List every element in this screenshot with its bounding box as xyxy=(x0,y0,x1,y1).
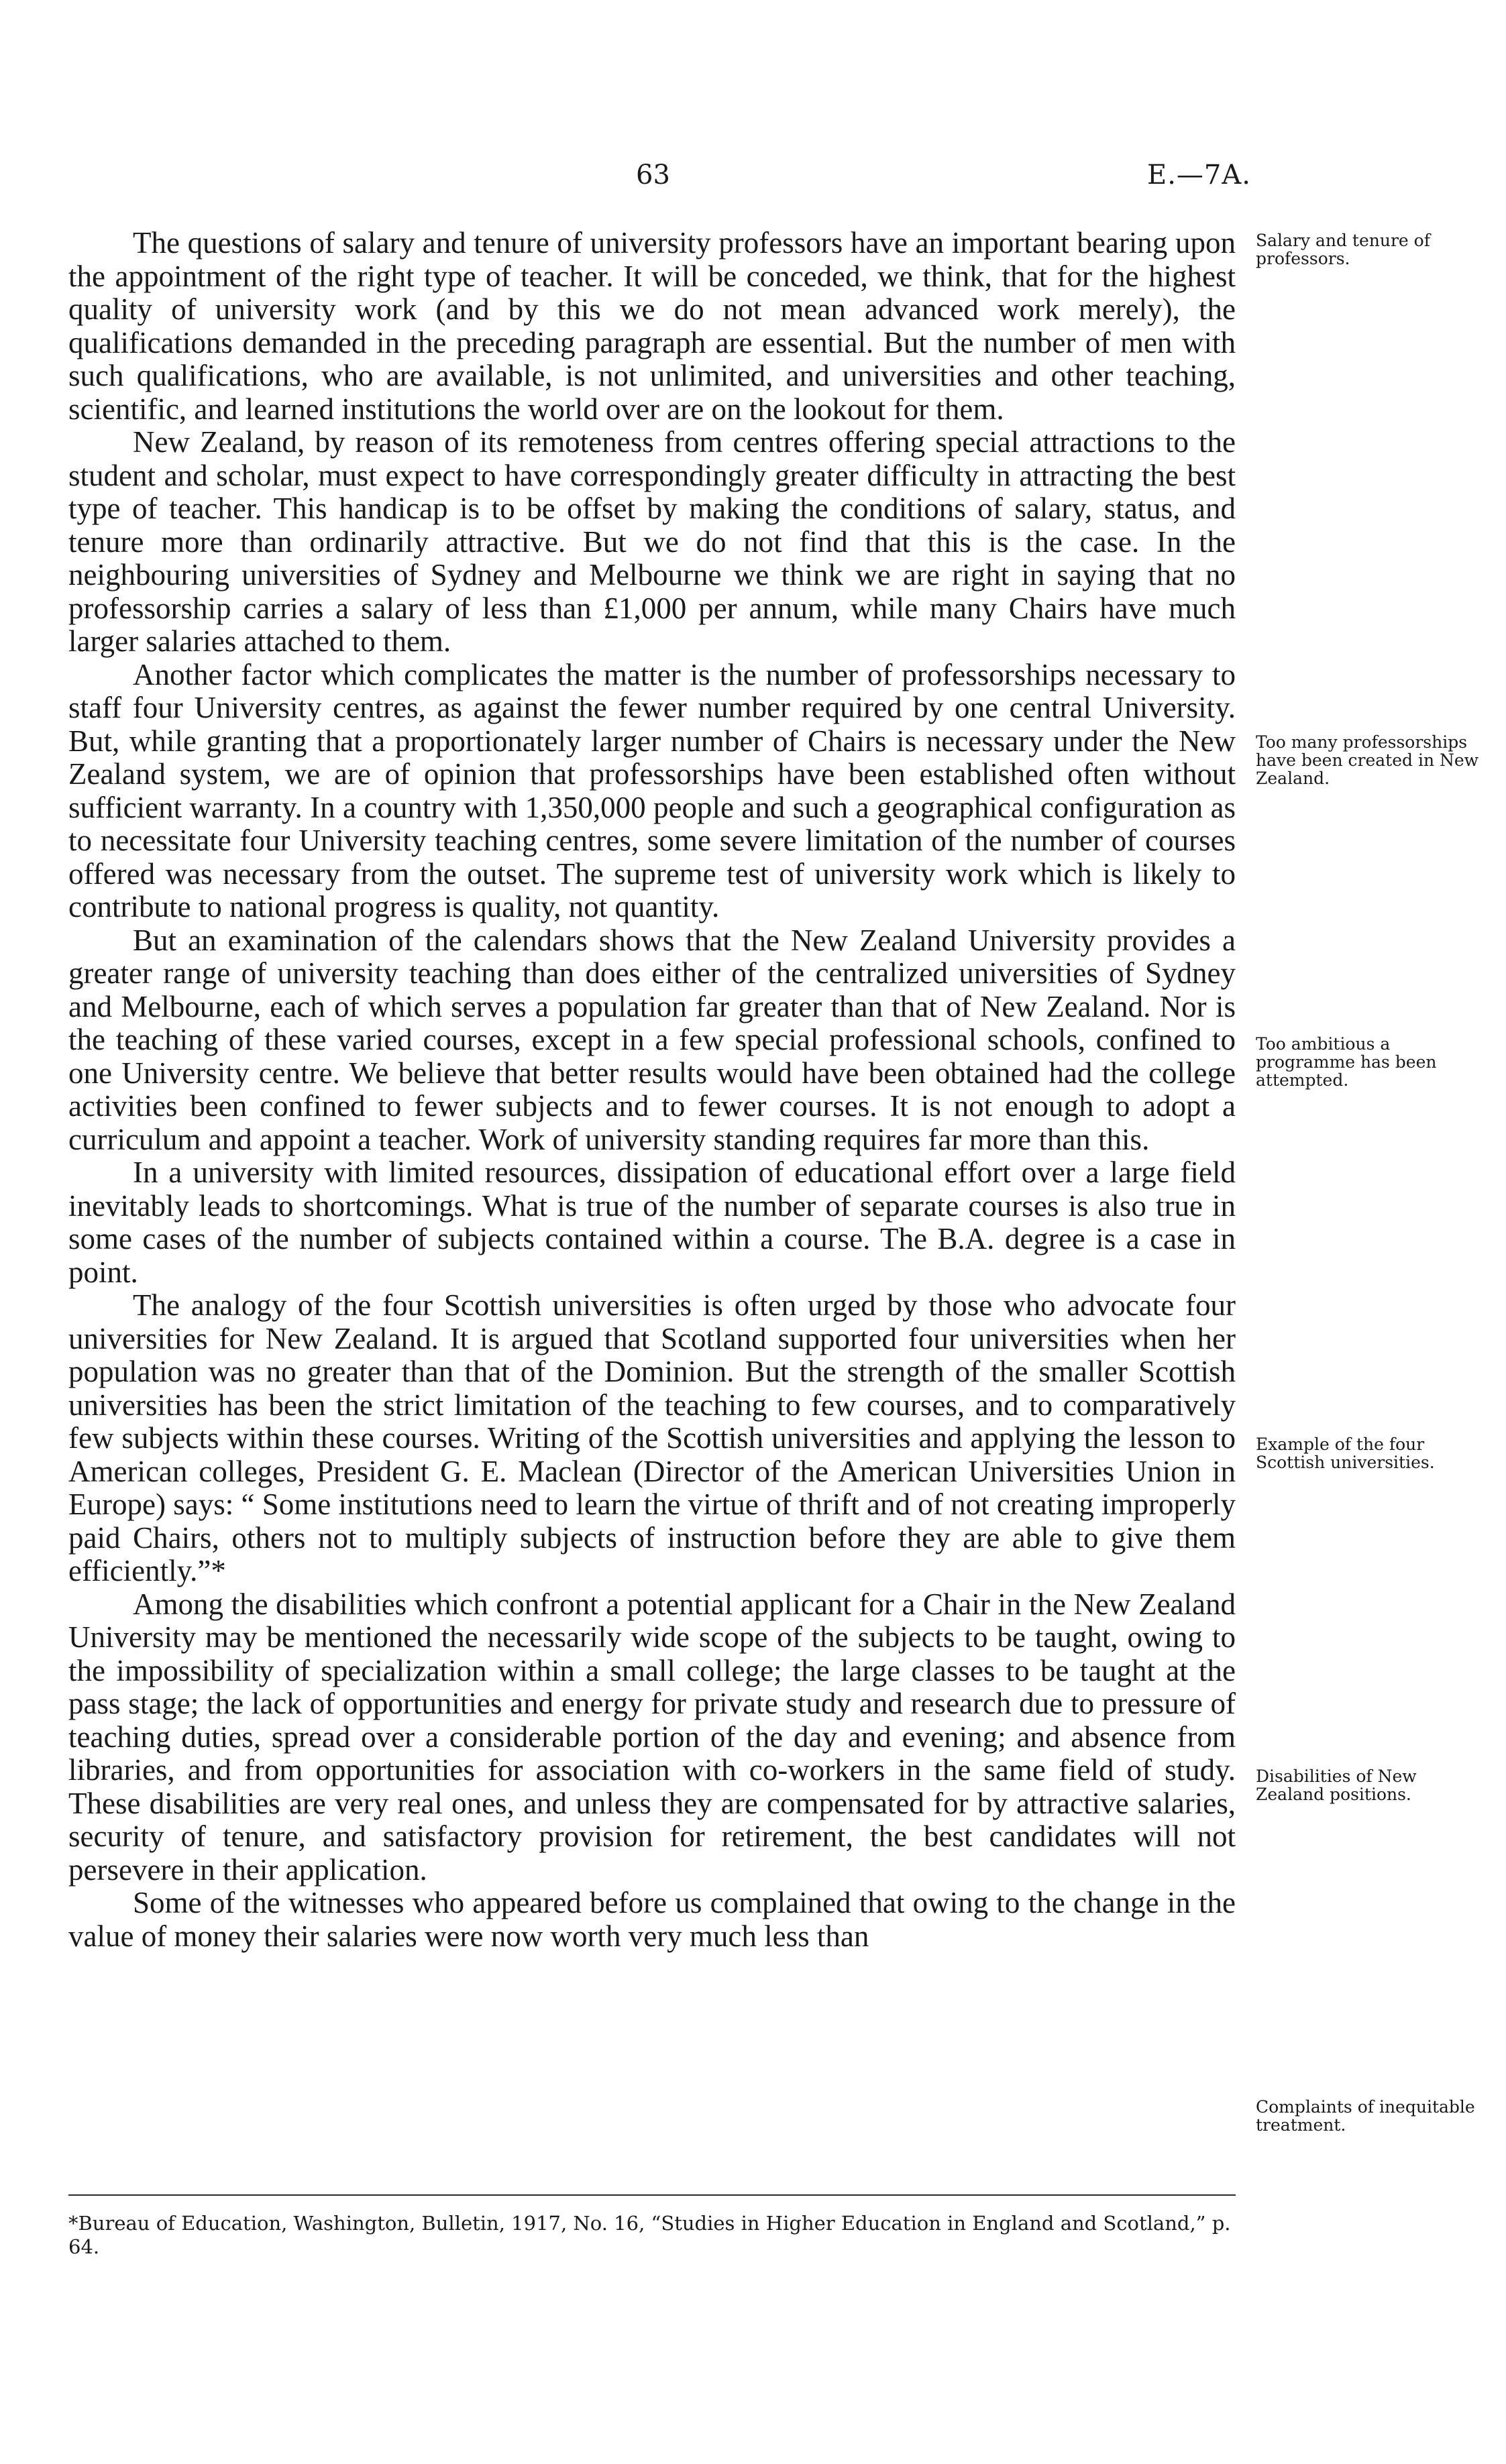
page-number: 63 xyxy=(636,160,670,190)
margin-note-ambitious: Too ambitious a programme has been attempted. xyxy=(1256,1034,1437,1090)
margin-note-scottish: Example of the four Scottish universities. xyxy=(1256,1435,1435,1472)
margin-note-complaints: Complaints of inequitable treatment. xyxy=(1256,2097,1475,2135)
margin-note-salary: Salary and tenure of professors. xyxy=(1256,231,1430,268)
footnote: *Bureau of Education, Washington, Bulletin, 1917, No. 16, “Studies in Higher Education in England and Scotland,” p. 64. xyxy=(68,2212,1231,2258)
paragraph-witnesses: Some of the witnesses who appeared before us complained that owing to the change in the value of money their salaries were now worth very much less than xyxy=(68,1886,1236,1953)
paragraph-disabilities: Among the disabilities which confront a potential applicant for a Chair in the New Zealand University may be mentioned the necessarily wide scope of the subjects to be taught, owing to the impossibility of specialization within a small college; the large classes to be taught at the pass stage; the lack of opportunities and energy for private study and research due to pressure of teaching duties, spread over a considerable portion of the day and evening; and absence from libraries, and from opportunities for association with co-workers in the same field of study. These disabilities are very real ones, and unless they are compensated for by attractive salaries, security of tenure, and satisfactory provision for retirement, the best candidates will not persevere in their application. xyxy=(68,1587,1236,1887)
document-code: E.—7A. xyxy=(1147,160,1251,190)
footnote-divider xyxy=(68,2194,1236,2196)
main-text xyxy=(68,227,1236,1953)
paragraph-salary-tenure: The questions of salary and tenure of university professors have an important bearing upon the appointment of the right type of teacher. It will be conceded, we think, that for the highest quality of university work (and by this we do not mean advanced work merely), the qualifications demanded in the preceding paragraph are essential. But the number of men with such qualifications, who are available, is not unlimited, and universities and other teaching, scientific, and learned institutions the world over are on the lookout for them. xyxy=(68,226,1236,426)
margin-note-professorships: Too many professorships have been created in New Zealand. xyxy=(1256,732,1479,788)
paragraph-limited-resources: In a university with limited resources, dissipation of educational effort over a large field inevitably leads to shortcomings. What is true of the number of separate courses is also true in some cases of the number of subjects contained within a course. The B.A. degree is a case in point. xyxy=(68,1156,1236,1289)
paragraph-scottish-universities: The analogy of the four Scottish universities is often urged by those who advocate four universities for New Zealand. It is argued that Scotland supported four universities when her population was no greater than that of the Dominion. But the strength of the smaller Scottish universities has been the strict limitation of the teaching to few courses, and to comparatively few subjects within these courses. Writing of the Scottish universities and applying the lesson to American colleges, President G. E. Maclean (Director of the American Universities Union in Europe) says: “ Some institutions need to learn the virtue of thrift and of not creating improperly paid Chairs, others not to multiply subjects of instruction before they are able to give them efficiently.”* xyxy=(68,1288,1236,1587)
margin-note-disabilities: Disabilities of New Zealand positions. xyxy=(1256,1767,1417,1804)
paragraph-calendars: But an examination of the calendars shows that the New Zealand University provides a greater range of university teaching than does either of the centralized universities of Sydney and Melbourne, each of which serves a population far greater than that of New Zealand. Nor is the teaching of these varied courses, except in a few special professional schools, confined to one University centre. We believe that better results would have been obtained had the college activities been confined to fewer subjects and to fewer courses. It is not enough to adopt a curriculum and appoint a teacher. Work of university standing requires far more than this. xyxy=(68,923,1236,1156)
paragraph-remoteness: New Zealand, by reason of its remoteness from centres offering special attractions to the student and scholar, must expect to have correspondingly greater difficulty in attracting the best type of teacher. This handicap is to be offset by making the conditions of salary, status, and tenure more than ordinarily attractive. But we do not find that this is the case. In the neighbouring universities of Sydney and Melbourne we think we are right in saying that no professorship carries a salary of less than £1,000 per annum, while many Chairs have much larger salaries attached to them. xyxy=(68,425,1236,658)
paragraph-professorships: Another factor which complicates the matter is the number of professorships necessary to staff four University centres, as against the fewer number required by one central University. But, while granting that a proportionately larger number of Chairs is necessary under the New Zealand system, we are of opinion that professorships have been established often without sufficient warranty. In a country with 1,350,000 people and such a geographical configuration as to necessitate four University teaching centres, some severe limitation of the number of courses offered was necessary from the outset. The supreme test of university work which is likely to contribute to national progress is quality, not quantity. xyxy=(68,657,1236,923)
